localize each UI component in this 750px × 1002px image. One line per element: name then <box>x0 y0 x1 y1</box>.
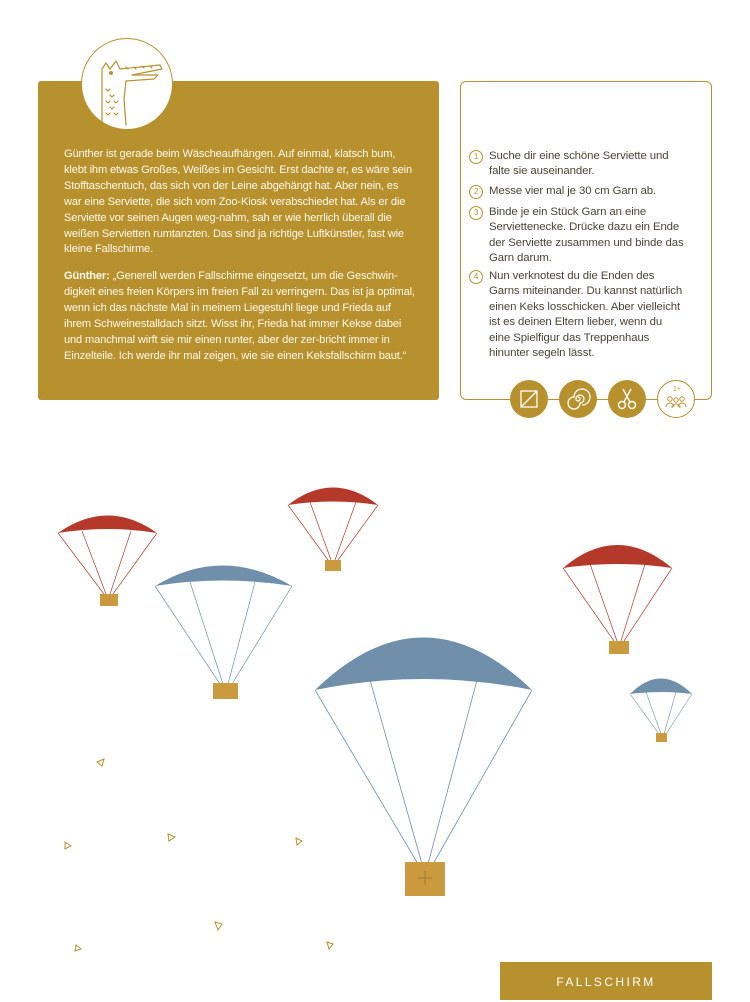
parachute-illustration <box>0 430 750 970</box>
age-people-badge <box>657 380 695 418</box>
parachute-red <box>58 516 157 607</box>
crocodile-badge <box>81 38 173 130</box>
story-intro: Günther ist gerade beim Wäscheaufhängen. Auf einmal, klatsch bum, klebt ihm etwas Großes, Weißes im Gesicht. Erst dachte er, es wäre sein Stofftaschentuch, das sich von der Leine abgehängt hat. Aber nein, es war eine Serviette, die sich vom Zoo-Kiosk verabschiedet hat. Als er die Serviette vor seinen Augen weg-nahm, sah er wie herrlich überall die weißen Servietten rumtanzten. Das sind ja richtige Luftkünstler, fast wie kleine Fallschirme. <box>64 148 412 256</box>
instructions-box <box>460 81 712 400</box>
yarn-icon <box>559 380 597 418</box>
quote-text: „Generell werden Fallschirme eingesetzt, um die Geschwin-digkeit eines freien Körpers im freien Fall zu verringern. Das ist ja optimal, wenn ich das nächste Mal in meinem Liegestuhl liege und Frieda auf ihrem Schweinestalldach sitzt. Wisst ihr, Frieda hat immer Kekse dabei und manchmal wirft sie mir einen runter, aber der zer-bricht immer in Einzelteile. Ich werde ihr mal zeigen, wie sie einen Keksfallschirm baut.“ <box>64 270 415 362</box>
napkin-icon <box>510 380 548 418</box>
parachute-blue <box>630 679 692 743</box>
parachute-blue <box>155 566 292 700</box>
scissors-icon <box>608 380 646 418</box>
story-quote <box>64 269 417 364</box>
parachute-blue <box>315 638 532 897</box>
section-tag: FALLSCHIRM <box>500 962 712 1000</box>
step-text: Messe vier mal je 30 cm Garn ab. <box>489 185 657 197</box>
step-text: Nun verknotest du die Enden des Garns miteinander. Du kannst natürlich einen Keks losschicken. Aber vielleicht ist es deinen Eltern lieber, wenn du eine Spielfigur das Treppenhaus hinunter segeln lässt. <box>489 270 683 360</box>
step-3 <box>473 205 685 267</box>
age-label: 1+ <box>673 386 681 393</box>
step-text: Suche dir eine schöne Serviette und falte sie auseinander. <box>489 150 669 178</box>
step-number: 1 <box>469 150 483 164</box>
step-1 <box>473 149 685 180</box>
speaker-name: Günther: <box>64 270 110 283</box>
step-number: 4 <box>469 270 483 284</box>
confetti <box>65 759 333 951</box>
parachute-red <box>563 545 672 654</box>
step-2 <box>473 184 685 199</box>
crocodile-icon <box>82 39 174 131</box>
parachute-red <box>288 488 378 572</box>
step-text: Binde je ein Stück Garn an eine Serviettenecke. Drücke dazu ein Ende der Serviette zusammen und binde das Garn darum. <box>489 206 684 265</box>
step-number: 2 <box>469 185 483 199</box>
step-number: 3 <box>469 206 483 220</box>
step-4 <box>473 269 685 361</box>
people-icon <box>657 380 695 418</box>
